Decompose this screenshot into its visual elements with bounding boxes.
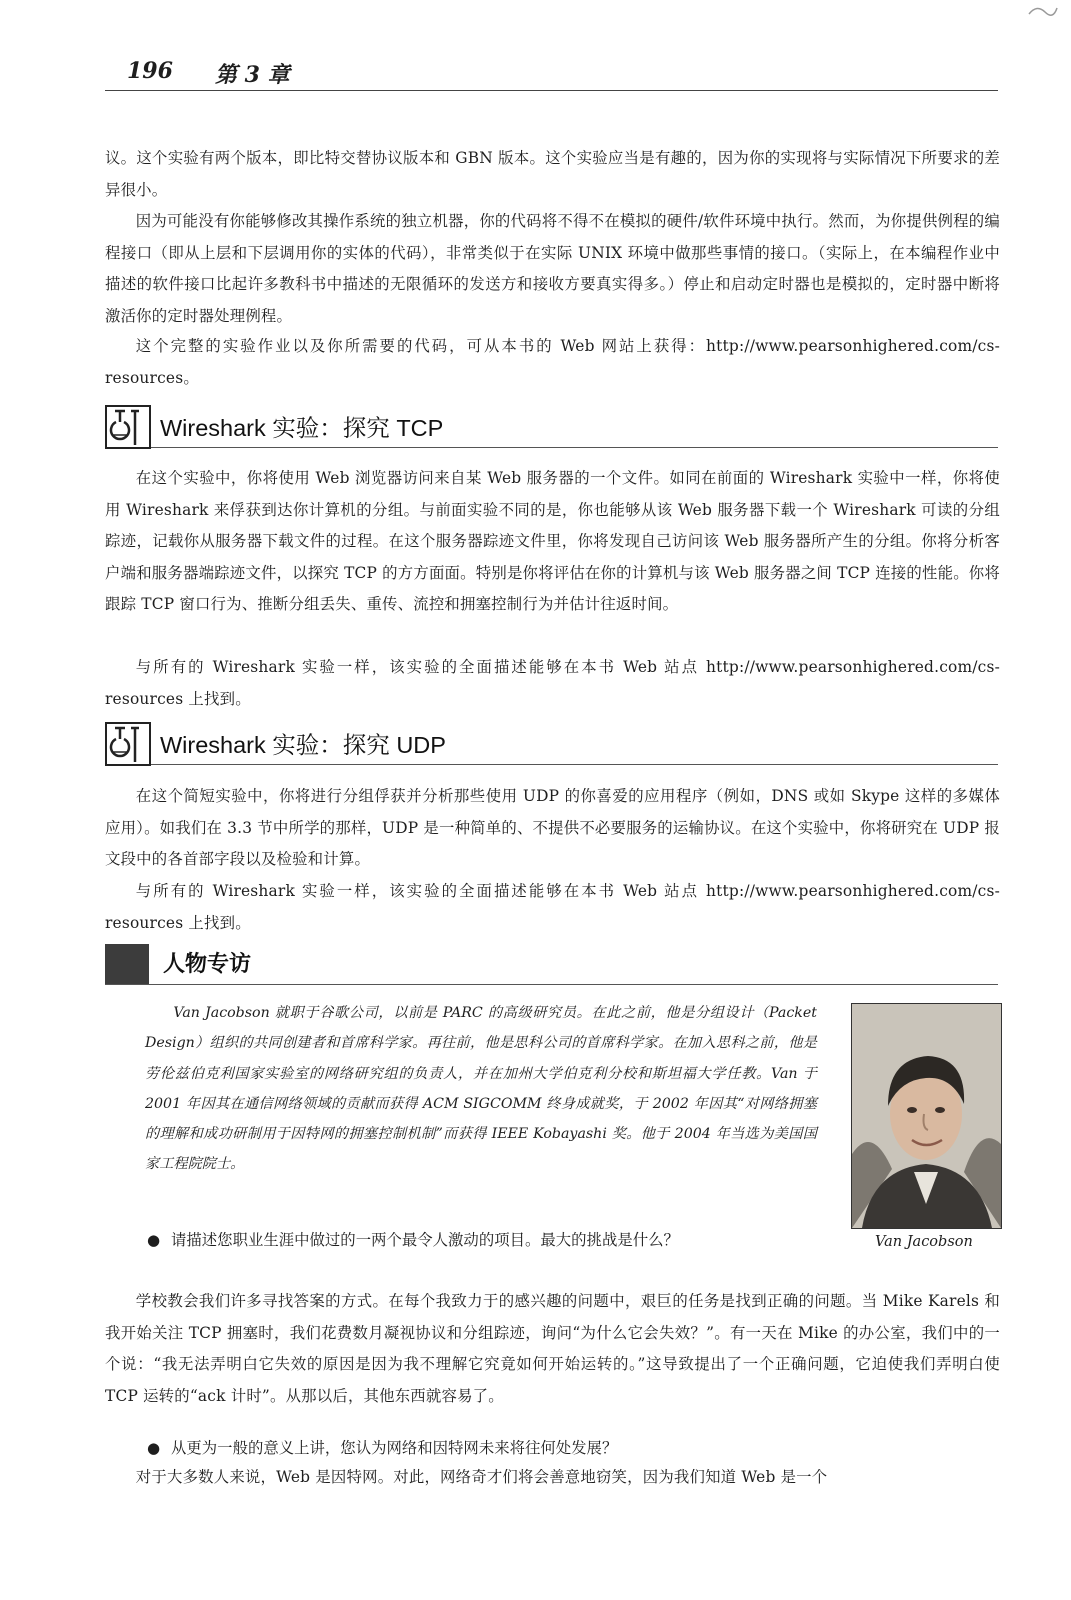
tcp-lab-paragraph-1: 在这个实验中，你将使用 Web 浏览器访问来自某 Web 服务器的一个文件。如同在前面的 Wireshark 实验中一样，你将使用 Wireshark 来俘获到达你计算机的分组。与前面实验不同的是，你也能够从该 Web 服务器下载一个 Wireshark 可读的分组踪迹，记载你从服务器下载文件的过程。在这个服务器踪迹文件里，你将发现自己访问该 Web 服务器所产生的分组。你将分析客户端和服务器端踪迹文件，以探究 TCP 的方方面面。特别是你将评估在你的计算机与该 Web 服务器之间 TCP 连接的性能。你将跟踪 TCP 窗口行为、推断分组丢失、重传、流控和拥塞控制行为并估计往返时间。 — [105, 469, 1000, 613]
portrait-caption: Van Jacobson — [875, 1234, 973, 1250]
chapter-label: 第 3 章 — [215, 62, 290, 88]
question-text: 从更为一般的意义上讲，您认为网络和因特网未来将往何处发展？ — [171, 1439, 618, 1457]
interview-question-2 — [147, 1433, 827, 1463]
tcp-lab-paragraph-2: 与所有的 Wireshark 实验一样，该实验的全面描述能够在本书 Web 站点 http://www.pearsonhighered.com/cs-resources 上找到。 — [105, 658, 1000, 708]
lab-title-udp: Wireshark 实验：探究 UDP — [160, 732, 446, 758]
lab-heading-udp — [105, 722, 998, 765]
intro-paragraph-2: 因为可能没有你能够修改其操作系统的独立机器，你的代码将不得不在模拟的硬件/软件环境中执行。然而，为你提供例程的编程接口（即从上层和下层调用你的实体的代码），非常类似于在实际 UNIX 环境中做那些事情的接口。（实际上，在本编程作业中描述的软件接口比起许多教科书中描述的无限循环的发送方和接收方要真实得多。）停止和启动定时器也是模拟的，定时器中断将激活你的定时器处理例程。 — [105, 212, 1000, 325]
udp-lab-paragraph-2: 与所有的 Wireshark 实验一样，该实验的全面描述能够在本书 Web 站点 http://www.pearsonhighered.com/cs-resources 上找到。 — [105, 882, 1000, 932]
interview-heading — [105, 944, 998, 985]
udp-lab-paragraph-1: 在这个简短实验中，你将进行分组俘获并分析那些使用 UDP 的你喜爱的应用程序（例如，DNS 或如 Skype 这样的多媒体应用）。如我们在 3.3 节中所学的那样，UDP 是一种简单的、不提供不必要服务的运输协议。在这个实验中，你将研究在 UDP 报文段中的各首部字段以及检验和计算。 — [105, 787, 1000, 868]
question-text: 请描述您职业生涯中做过的一两个最令人激动的项目。最大的挑战是什么？ — [171, 1231, 679, 1249]
interview-answer-2: 对于大多数人来说，Web 是因特网。对此，网络奇才们将会善意地窃笑，因为我们知道 Web 是一个 — [135, 1468, 828, 1486]
portrait-image — [852, 1004, 1001, 1228]
interview-bio: Van Jacobson 就职于谷歌公司，以前是 PARC 的高级研究员。在此之前，他是分组设计（Packet Design）组织的共同创建者和首席科学家。再往前，他是思科公司的首席科学家。在加入思科之前，他是劳伦兹伯克利国家实验室的网络研究组的负责人，并在加州大学伯克利分校和斯坦福大学任教。Van 于 2001 年因其在通信网络领域的贡献而获得 ACM SIGCOMM 终身成就奖，于 2002 年因其“对网络拥塞的理解和成功研制用于因特网的拥塞控制机制”而获得 IEEE Kobayashi 奖。他于 2004 年当选为美国国家工程院院士。 — [145, 1005, 817, 1173]
scan-artifact — [1027, 2, 1059, 20]
flask-icon — [105, 722, 151, 766]
section-marker — [105, 944, 149, 984]
interview-answer-1: 学校教会我们许多寻找答案的方式。在每个我致力于的感兴趣的问题中，艰巨的任务是找到正确的问题。当 Mike Karels 和我开始关注 TCP 拥塞时，我们花费数月凝视协议和分组踪迹，询问“为什么它会失效？”。有一天在 Mike 的办公室，我们中的一个说：“我无法弄明白它失效的原因是因为我不理解它究竟如何开始运转的。”这导致提出了一个正确问题，它迫使我们弄明白使 TCP 运转的“ack 计时”。从那以后，其他东西就容易了。 — [105, 1292, 1000, 1405]
running-header — [105, 58, 998, 91]
page-number: 196 — [127, 58, 173, 84]
interview-question-1 — [147, 1225, 827, 1255]
flask-icon — [105, 405, 151, 449]
intro-paragraph-1: 议。这个实验有两个版本，即比特交替协议版本和 GBN 版本。这个实验应当是有趣的，因为你的实现将与实际情况下所要求的差异很小。 — [105, 149, 1000, 199]
lab-heading-tcp — [105, 405, 998, 448]
interview-title: 人物专访 — [163, 952, 252, 977]
portrait-photo — [851, 1003, 1002, 1229]
lab-title-tcp: Wireshark 实验：探究 TCP — [160, 415, 444, 441]
bullet-icon: ● — [147, 1439, 161, 1457]
intro-paragraph-3: 这个完整的实验作业以及你所需要的代码，可从本书的 Web 网站上获得：http://www.pearsonhighered.com/cs-resources。 — [105, 337, 1000, 387]
bullet-icon: ● — [147, 1231, 161, 1249]
